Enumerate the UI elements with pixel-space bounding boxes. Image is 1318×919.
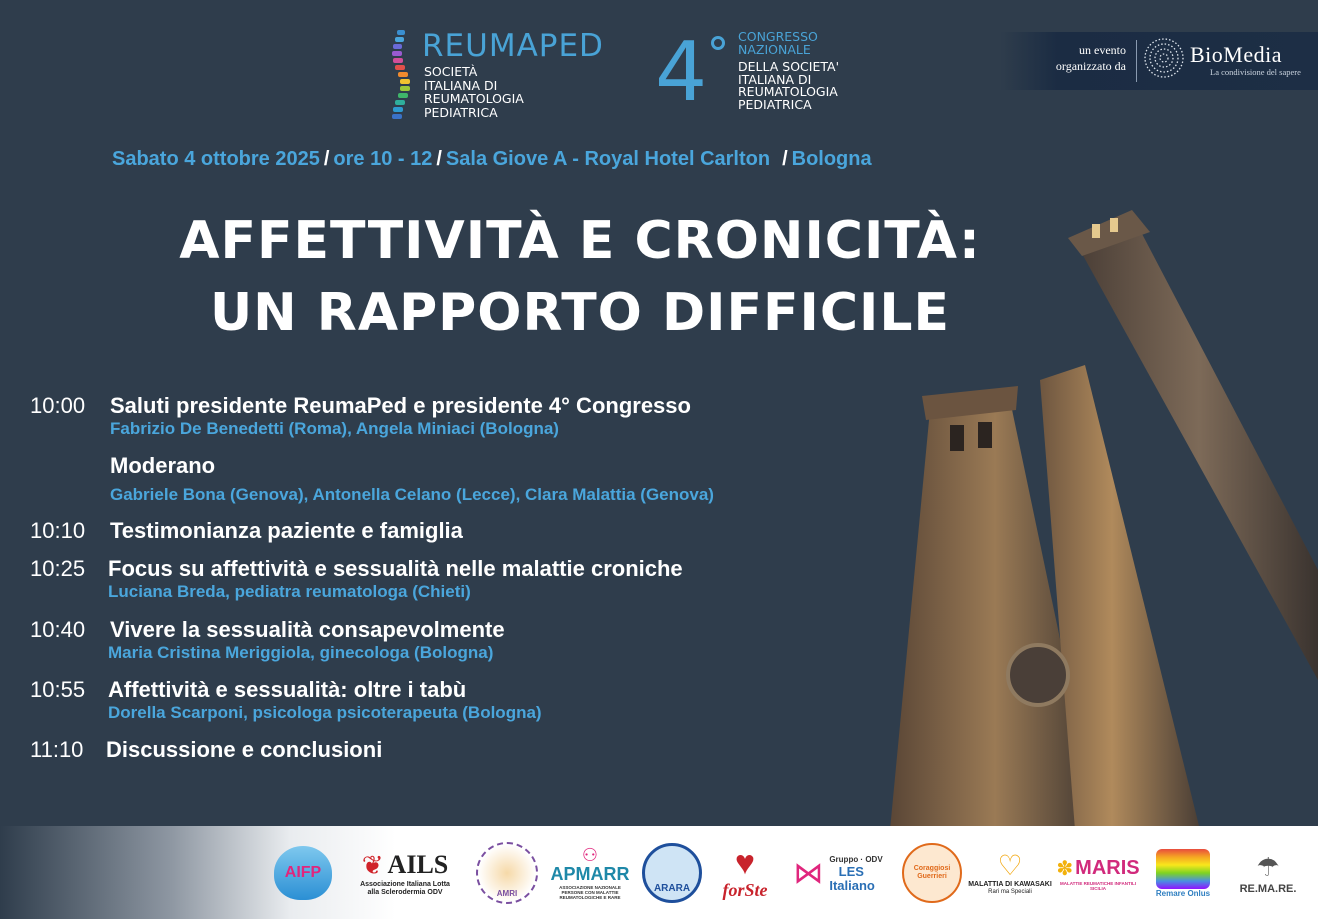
amri-round-icon: AMRI [476, 842, 538, 904]
program-title: Testimonianza paziente e famiglia [110, 518, 463, 543]
reumaped-logo [388, 28, 628, 124]
event-time: ore 10 - 12 [333, 148, 433, 170]
program-title: Discussione e conclusioni [106, 737, 383, 762]
sponsor-logo [268, 840, 338, 906]
degree-ring-icon [711, 36, 725, 50]
organizer-name: BioMedia [1190, 42, 1282, 67]
program-time: 10:55 [30, 677, 86, 702]
ails-figure-icon: ❦ [361, 849, 384, 880]
program-time: 11:10 [30, 737, 84, 762]
organizer-tagline: La condivisione del sapere [1210, 67, 1301, 77]
info-separator: / [436, 148, 442, 170]
program-title: Vivere la sessualità consapevolmente [110, 617, 505, 642]
program-speakers: Maria Cristina Meriggiola, ginecologa (Bologna) [108, 643, 494, 662]
reumaped-name: REUMAPED [422, 28, 604, 64]
forste-heart-icon: ♥ [734, 843, 756, 882]
congress-logo [655, 25, 875, 128]
program-time: 10:25 [30, 556, 86, 581]
program-time: 10:00 [30, 393, 86, 418]
remare-figure-icon: ☂ [1256, 851, 1280, 882]
congress-society: DELLA SOCIETA' ITALIANA DI REUMATOLOGIA PEDIATRICA [738, 59, 840, 112]
sponsor-logo: ⚇ APMARR ASSOCIAZIONE NAZIONALE PERSONE CON MALATTIE REUMATOLOGICHE E RARE [550, 845, 630, 900]
event-title [0, 205, 1160, 349]
event-date: Sabato 4 ottobre 2025 [112, 148, 320, 170]
title-line-2: UN RAPPORTO DIFFICILE [209, 283, 951, 343]
coraggiosi-face-icon: Coraggiosi Guerrieri [902, 843, 962, 903]
kawasaki-heart-icon: ♡ [997, 849, 1023, 881]
sponsor-logo [898, 840, 966, 906]
organizer-divider [1136, 40, 1137, 82]
program-title: Affettività e sessualità: oltre i tabù [108, 677, 467, 702]
sponsor-logo: ✽ MARIS MALATTIE REUMATICHE INFANTILI SICILIA [1056, 856, 1140, 891]
program-speakers: Luciana Breda, pediatra reumatologa (Chieti) [108, 582, 471, 601]
program-time: 10:10 [30, 518, 86, 543]
title-line-1: AFFETTIVITÀ E CRONICITÀ: [179, 211, 981, 271]
organizer-band [1000, 32, 1318, 90]
program-time: 10:40 [30, 617, 86, 642]
program-speakers: Dorella Scarponi, psicologa psicoterapeuta (Bologna) [108, 703, 542, 722]
event-info-line [112, 148, 1112, 171]
sponsor-logo: ☂ RE.MA.RE. [1239, 851, 1297, 895]
congress-number: 4 [655, 25, 708, 120]
maris-children-icon: ✽ [1056, 857, 1074, 880]
sponsor-band [0, 826, 1318, 919]
apmarr-people-icon: ⚇ [581, 845, 599, 865]
sponsor-logo: ⋈ Gruppo · ODV LES Italiano [793, 854, 883, 893]
info-separator: / [323, 148, 330, 170]
program-title: Moderano [110, 453, 216, 478]
program-speakers: Fabrizio De Benedetti (Roma), Angela Miniaci (Bologna) [110, 419, 559, 438]
event-venue: Sala Giove A - Royal Hotel Carlton [445, 148, 771, 170]
biomedia-swirl-icon [1142, 36, 1186, 80]
sponsor-logo: ♡ MALATTIA DI KAWASAKI Rari ma Speciali [968, 849, 1052, 895]
sponsor-logo: ❦ AILS Associazione Italiana Lotta alla Sclerodermia ODV [360, 849, 450, 896]
les-butterfly-icon: ⋈ [793, 856, 824, 890]
sponsor-logo: ♥ forSte [722, 843, 768, 900]
program-title: Focus su affettività e sessualità nelle malattie croniche [108, 556, 683, 581]
remare-rainbow-icon [1156, 849, 1210, 889]
program-title: Saluti presidente ReumaPed e presidente 4° Congresso [110, 393, 691, 418]
congress-heading: CONGRESSO NAZIONALE [738, 29, 818, 57]
aifp-drop-icon: AIFP [274, 846, 332, 900]
event-city: Bologna [791, 148, 872, 170]
organizer-intro: un evento organizzato da [1055, 43, 1126, 73]
arara-badge-icon: ARARA [642, 843, 702, 903]
spine-logo-icon [388, 28, 414, 124]
program-speakers: Gabriele Bona (Genova), Antonella Celano (Lecce), Clara Malattia (Genova) [110, 485, 714, 504]
sponsor-logo: Remare Onlus [1152, 840, 1214, 906]
reumaped-subtitle: SOCIETÀ ITALIANA DI REUMATOLOGIA PEDIATRICA [424, 64, 524, 120]
sponsor-logo [640, 840, 704, 906]
sponsor-logo [472, 840, 542, 906]
info-separator: / [782, 148, 788, 170]
